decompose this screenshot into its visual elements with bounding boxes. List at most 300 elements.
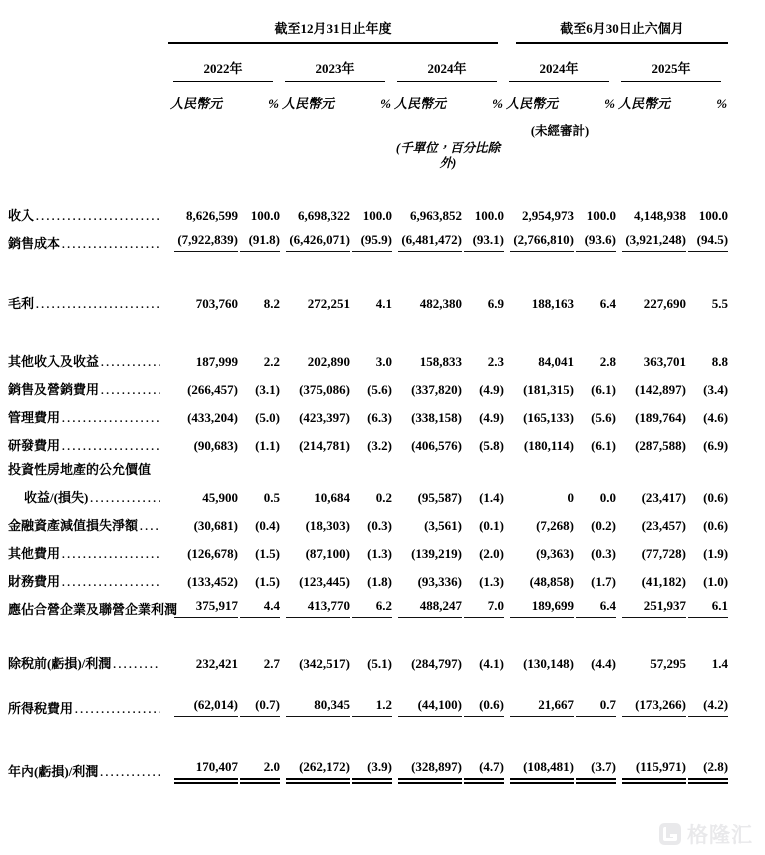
cell-value: (1.7) <box>591 574 617 590</box>
cell-value: (62,014) <box>174 698 238 717</box>
amount-cell <box>616 196 686 224</box>
cell-value: 0 <box>567 490 575 506</box>
section-gap <box>8 717 728 752</box>
cell-value: (126,678) <box>187 546 238 562</box>
table-row <box>8 689 728 717</box>
cell-value: (108,481) <box>510 760 574 780</box>
percent-cell <box>686 454 728 478</box>
row-label-cell <box>8 562 168 590</box>
percent-cell <box>574 562 616 590</box>
cell-value: 4.1 <box>375 296 392 312</box>
amount-cell <box>392 506 462 534</box>
interim-period-label: 截至6月30日止六個月 <box>516 22 728 44</box>
percent-cell <box>350 342 392 370</box>
percent-cell <box>350 644 392 672</box>
percent-cell <box>574 590 616 618</box>
amount-cell <box>280 370 350 398</box>
dot-leader <box>62 575 160 590</box>
amount-cell <box>280 478 350 506</box>
table-row <box>8 426 728 454</box>
cell-value: (1.3) <box>367 546 392 562</box>
percent-cell <box>686 426 728 454</box>
percent-cell <box>238 398 280 426</box>
cell-value: 8.8 <box>711 354 729 370</box>
row-label-cell <box>8 478 168 506</box>
cell-value: (4.1) <box>479 656 505 672</box>
percent-cell <box>350 370 392 398</box>
row-label-cell <box>8 284 168 312</box>
row-label-cell <box>8 370 168 398</box>
percent-cell <box>574 506 616 534</box>
currency-unit-row <box>8 82 728 112</box>
amount-cell <box>616 426 686 454</box>
cell-value: (181,315) <box>523 382 575 398</box>
row-label: 銷售及營銷費用 <box>8 382 100 398</box>
cell-value: 0.7 <box>576 698 616 717</box>
cell-value: (0.3) <box>591 546 617 562</box>
amount-cell <box>168 370 238 398</box>
cell-value: 375,917 <box>174 599 238 618</box>
cell-value: 21,667 <box>510 698 574 717</box>
table-row <box>8 752 728 780</box>
amount-cell <box>168 426 238 454</box>
percent-cell <box>350 454 392 478</box>
percent-label: % <box>380 96 391 112</box>
table-row <box>8 342 728 370</box>
percent-cell <box>238 644 280 672</box>
currency-label: 人民幣元 <box>394 96 447 112</box>
row-label: 毛利 <box>8 296 35 312</box>
cell-value: 3.0 <box>375 354 392 370</box>
percent-cell <box>574 478 616 506</box>
cell-value: 80,345 <box>286 698 350 717</box>
table-row <box>8 478 728 506</box>
cell-value: (423,397) <box>299 410 350 426</box>
cell-value: (0.6) <box>464 698 504 717</box>
cell-value: (5.0) <box>255 410 280 426</box>
percent-cell <box>686 506 728 534</box>
cell-value: 5.5 <box>711 296 729 312</box>
percent-cell <box>574 284 616 312</box>
amount-cell <box>616 454 686 478</box>
year-2023: 2023年 <box>280 44 392 82</box>
amount-cell <box>168 562 238 590</box>
cell-value: (1.4) <box>479 490 505 506</box>
cell-value: (6.3) <box>367 410 392 426</box>
unaudited-note-row <box>8 112 728 138</box>
amount-cell <box>280 644 350 672</box>
cell-value: 8,626,599 <box>186 208 238 224</box>
cell-value: (1.5) <box>255 546 280 562</box>
percent-cell <box>462 534 504 562</box>
cell-value: (433,204) <box>187 410 238 426</box>
year-2022: 2022年 <box>168 44 280 82</box>
cell-value: (87,100) <box>305 546 350 562</box>
amount-cell <box>616 224 686 252</box>
cell-value: (2,766,810) <box>510 233 574 252</box>
year-row <box>8 44 728 82</box>
currency-label: 人民幣元 <box>618 96 671 112</box>
amount-cell <box>504 562 574 590</box>
period-group-row <box>8 14 728 44</box>
amount-cell <box>616 370 686 398</box>
cell-value: 100.0 <box>250 208 280 224</box>
cell-value: (93,336) <box>417 574 462 590</box>
percent-cell <box>238 478 280 506</box>
amount-cell <box>392 644 462 672</box>
cell-value: (0.7) <box>240 698 280 717</box>
percent-cell <box>462 370 504 398</box>
cell-value: 227,690 <box>643 296 687 312</box>
cell-value: (6,481,472) <box>398 233 462 252</box>
table-row <box>8 224 728 252</box>
cell-value: 2.8 <box>599 354 617 370</box>
cell-value: 6.2 <box>352 599 392 618</box>
cell-value: (133,452) <box>187 574 238 590</box>
table-row <box>8 284 728 312</box>
percent-cell <box>350 284 392 312</box>
cell-value: (5.6) <box>591 410 617 426</box>
amount-cell <box>168 196 238 224</box>
amount-cell <box>616 590 686 618</box>
percent-cell <box>462 426 504 454</box>
cell-value: (4.7) <box>464 760 504 780</box>
currency-label: 人民幣元 <box>506 96 559 112</box>
percent-cell <box>574 342 616 370</box>
cell-value: 100.0 <box>586 208 617 224</box>
cell-value: 6.9 <box>487 296 505 312</box>
amount-cell <box>616 752 686 780</box>
amount-cell <box>504 752 574 780</box>
amount-cell <box>168 478 238 506</box>
amount-cell <box>616 534 686 562</box>
cell-value: 1.4 <box>711 656 729 672</box>
dot-leader <box>75 702 160 717</box>
percent-cell <box>686 342 728 370</box>
cell-value: 2,954,973 <box>522 208 575 224</box>
amount-cell <box>280 506 350 534</box>
row-label: 年內(虧損)/利潤 <box>8 764 99 780</box>
amount-cell <box>504 196 574 224</box>
cell-value: (3,921,248) <box>622 233 686 252</box>
table-row <box>8 534 728 562</box>
year-2025-interim: 2025年 <box>616 44 728 82</box>
cell-value: (94.5) <box>688 233 728 252</box>
cell-value: (7,268) <box>536 518 575 534</box>
percent-cell <box>462 284 504 312</box>
row-label-cell <box>8 689 168 717</box>
cell-value: (189,764) <box>635 410 687 426</box>
amount-cell <box>504 454 574 478</box>
percent-cell <box>686 689 728 717</box>
cell-value: 57,295 <box>650 656 687 672</box>
percent-cell <box>238 752 280 780</box>
cell-value: 202,890 <box>307 354 350 370</box>
percent-cell <box>462 478 504 506</box>
amount-cell <box>392 196 462 224</box>
cell-value: (4.2) <box>688 698 728 717</box>
amount-cell <box>280 454 350 478</box>
cell-value: (2.8) <box>688 760 728 780</box>
amount-cell <box>168 506 238 534</box>
cell-value: (7,922,839) <box>174 233 238 252</box>
amount-cell <box>616 689 686 717</box>
table-row <box>8 454 728 478</box>
cell-value: (0.6) <box>703 518 729 534</box>
cell-value: (5.8) <box>479 438 505 454</box>
row-label: 收入 <box>8 208 35 224</box>
cell-value: (337,820) <box>411 382 462 398</box>
dot-leader <box>140 519 160 534</box>
cell-value: (6.9) <box>703 438 729 454</box>
amount-cell <box>168 534 238 562</box>
percent-cell <box>686 284 728 312</box>
amount-cell <box>280 196 350 224</box>
cell-value: (3.2) <box>367 438 392 454</box>
cell-value: 232,421 <box>195 656 238 672</box>
percent-cell <box>686 644 728 672</box>
percent-label: % <box>604 96 616 112</box>
cell-value: (1.3) <box>479 574 505 590</box>
cell-value: 158,833 <box>419 354 462 370</box>
cell-value: 488,247 <box>398 599 462 618</box>
cell-value: 2.0 <box>240 760 280 780</box>
row-label-cell <box>8 752 168 780</box>
percent-cell <box>462 590 504 618</box>
amount-cell <box>168 752 238 780</box>
cell-value: 187,999 <box>195 354 238 370</box>
amount-cell <box>616 342 686 370</box>
percent-cell <box>574 752 616 780</box>
percent-cell <box>574 370 616 398</box>
cell-value: (41,182) <box>641 574 687 590</box>
cell-value: (93.6) <box>576 233 616 252</box>
amount-cell <box>168 689 238 717</box>
cell-value: (180,114) <box>523 438 575 454</box>
amount-cell <box>392 426 462 454</box>
percent-label: % <box>268 96 279 112</box>
section-gap <box>8 312 728 342</box>
row-label-cell <box>8 398 168 426</box>
row-label-cell <box>8 342 168 370</box>
percent-cell <box>574 196 616 224</box>
amount-cell <box>504 590 574 618</box>
cell-value: (4.4) <box>591 656 617 672</box>
cell-value: (3.1) <box>255 382 280 398</box>
cell-value: (1.8) <box>367 574 392 590</box>
percent-cell <box>686 534 728 562</box>
cell-value: (287,588) <box>635 438 687 454</box>
row-label-cell <box>8 196 168 224</box>
cell-value: (214,781) <box>299 438 350 454</box>
cell-value: (406,576) <box>411 438 462 454</box>
percent-cell <box>574 689 616 717</box>
section-gap <box>8 252 728 284</box>
percent-cell <box>574 398 616 426</box>
dot-leader <box>101 355 160 370</box>
amount-cell <box>392 370 462 398</box>
cell-value: (5.1) <box>367 656 392 672</box>
amount-cell <box>280 342 350 370</box>
percent-cell <box>350 562 392 590</box>
amount-cell <box>392 454 462 478</box>
row-label: 其他費用 <box>8 546 61 562</box>
cell-value: (4.6) <box>703 410 729 426</box>
cell-value: (6,426,071) <box>286 233 350 252</box>
cell-value: (18,303) <box>305 518 350 534</box>
cell-value: (3.7) <box>576 760 616 780</box>
cell-value: (44,100) <box>398 698 462 717</box>
cell-value: (338,158) <box>411 410 462 426</box>
percent-cell <box>686 478 728 506</box>
percent-cell <box>462 224 504 252</box>
cell-value: 1.2 <box>352 698 392 717</box>
amount-cell <box>168 644 238 672</box>
dot-leader <box>100 765 160 780</box>
cell-value: (0.2) <box>591 518 617 534</box>
cell-value: 188,163 <box>531 296 575 312</box>
gelonghui-logo-icon <box>657 821 683 847</box>
percent-cell <box>462 398 504 426</box>
interim-period-group <box>504 14 728 44</box>
cell-value: (2.0) <box>479 546 505 562</box>
table-body <box>8 196 728 780</box>
amount-cell <box>504 644 574 672</box>
cell-value: 7.0 <box>464 599 504 618</box>
cell-value: (4.9) <box>479 382 505 398</box>
cell-value: (93.1) <box>464 233 504 252</box>
cell-value: (91.8) <box>240 233 280 252</box>
cell-value: (5.6) <box>367 382 392 398</box>
cell-value: (284,797) <box>411 656 462 672</box>
percent-cell <box>350 752 392 780</box>
table-row <box>8 506 728 534</box>
table-row <box>8 398 728 426</box>
row-label: 管理費用 <box>8 410 61 426</box>
cell-value: 8.2 <box>263 296 280 312</box>
section-gap <box>8 672 728 689</box>
amount-cell <box>392 752 462 780</box>
cell-value: (3.9) <box>352 760 392 780</box>
percent-cell <box>350 590 392 618</box>
amount-cell <box>280 426 350 454</box>
row-label: 其他收入及收益 <box>8 354 100 370</box>
percent-cell <box>350 478 392 506</box>
amount-cell <box>168 398 238 426</box>
row-label-cell <box>8 454 168 478</box>
amount-cell <box>504 342 574 370</box>
amount-cell <box>504 478 574 506</box>
row-label: 除稅前(虧損)/利潤 <box>8 656 112 672</box>
amount-cell <box>280 752 350 780</box>
table-row <box>8 370 728 398</box>
cell-value: 6.4 <box>576 599 616 618</box>
cell-value: (1.9) <box>703 546 729 562</box>
amount-cell <box>168 342 238 370</box>
cell-value: (3,561) <box>424 518 462 534</box>
row-label-cell <box>8 590 178 618</box>
cell-value: 413,770 <box>286 599 350 618</box>
cell-value: (342,517) <box>299 656 350 672</box>
percent-cell <box>238 342 280 370</box>
table-header <box>8 14 728 196</box>
amount-cell <box>392 284 462 312</box>
cell-value: (9,363) <box>536 546 575 562</box>
percent-cell <box>462 752 504 780</box>
amount-cell <box>280 398 350 426</box>
cell-value: (3.4) <box>703 382 729 398</box>
cell-value: (23,457) <box>641 518 687 534</box>
percent-cell <box>686 196 728 224</box>
cell-value: 4,148,938 <box>634 208 687 224</box>
cell-value: (1.0) <box>703 574 729 590</box>
dot-leader <box>90 491 160 506</box>
row-label: 金融資產減值損失淨額 <box>8 518 139 534</box>
dot-leader <box>62 411 160 426</box>
cell-value: 100.0 <box>474 208 505 224</box>
amount-cell <box>392 398 462 426</box>
percent-cell <box>350 534 392 562</box>
amount-cell <box>168 590 238 618</box>
cell-value: 170,407 <box>174 760 238 780</box>
cell-value: (77,728) <box>641 546 687 562</box>
dot-leader <box>36 297 160 312</box>
amount-cell <box>504 426 574 454</box>
table-row <box>8 562 728 590</box>
percent-label: % <box>492 96 504 112</box>
cell-value: (95.9) <box>352 233 392 252</box>
amount-cell <box>168 224 238 252</box>
percent-cell <box>350 426 392 454</box>
section-gap <box>8 618 728 644</box>
cell-value: 0.0 <box>599 490 617 506</box>
cell-value: 6.1 <box>688 599 728 618</box>
amount-cell <box>616 398 686 426</box>
row-label-cell <box>8 644 168 672</box>
amount-cell <box>504 284 574 312</box>
cell-value: (0.6) <box>703 490 729 506</box>
year-2024: 2024年 <box>392 44 504 82</box>
cell-value: 0.2 <box>375 490 392 506</box>
percent-cell <box>238 590 280 618</box>
amount-cell <box>280 534 350 562</box>
amount-cell <box>392 224 462 252</box>
percent-cell <box>238 534 280 562</box>
cell-value: 0.5 <box>263 490 280 506</box>
percent-cell <box>462 689 504 717</box>
percent-cell <box>462 342 504 370</box>
cell-value: (173,266) <box>622 698 686 717</box>
label-column-header <box>8 14 168 44</box>
cell-value: (266,457) <box>187 382 238 398</box>
amount-cell <box>280 562 350 590</box>
percent-cell <box>350 398 392 426</box>
row-label: 應佔合營企業及聯營企業利潤 <box>8 602 178 618</box>
percent-cell <box>238 689 280 717</box>
header-gap <box>8 170 728 196</box>
cell-value: 703,760 <box>195 296 238 312</box>
percent-cell <box>462 196 504 224</box>
cell-value: 363,701 <box>643 354 687 370</box>
row-label: 財務費用 <box>8 574 61 590</box>
cell-value: 189,699 <box>510 599 574 618</box>
amount-cell <box>616 478 686 506</box>
amount-cell <box>168 454 238 478</box>
cell-value: (6.1) <box>591 382 617 398</box>
cell-value: (23,417) <box>641 490 687 506</box>
watermark-brand-text: 格隆汇 <box>687 824 753 847</box>
percent-cell <box>350 506 392 534</box>
